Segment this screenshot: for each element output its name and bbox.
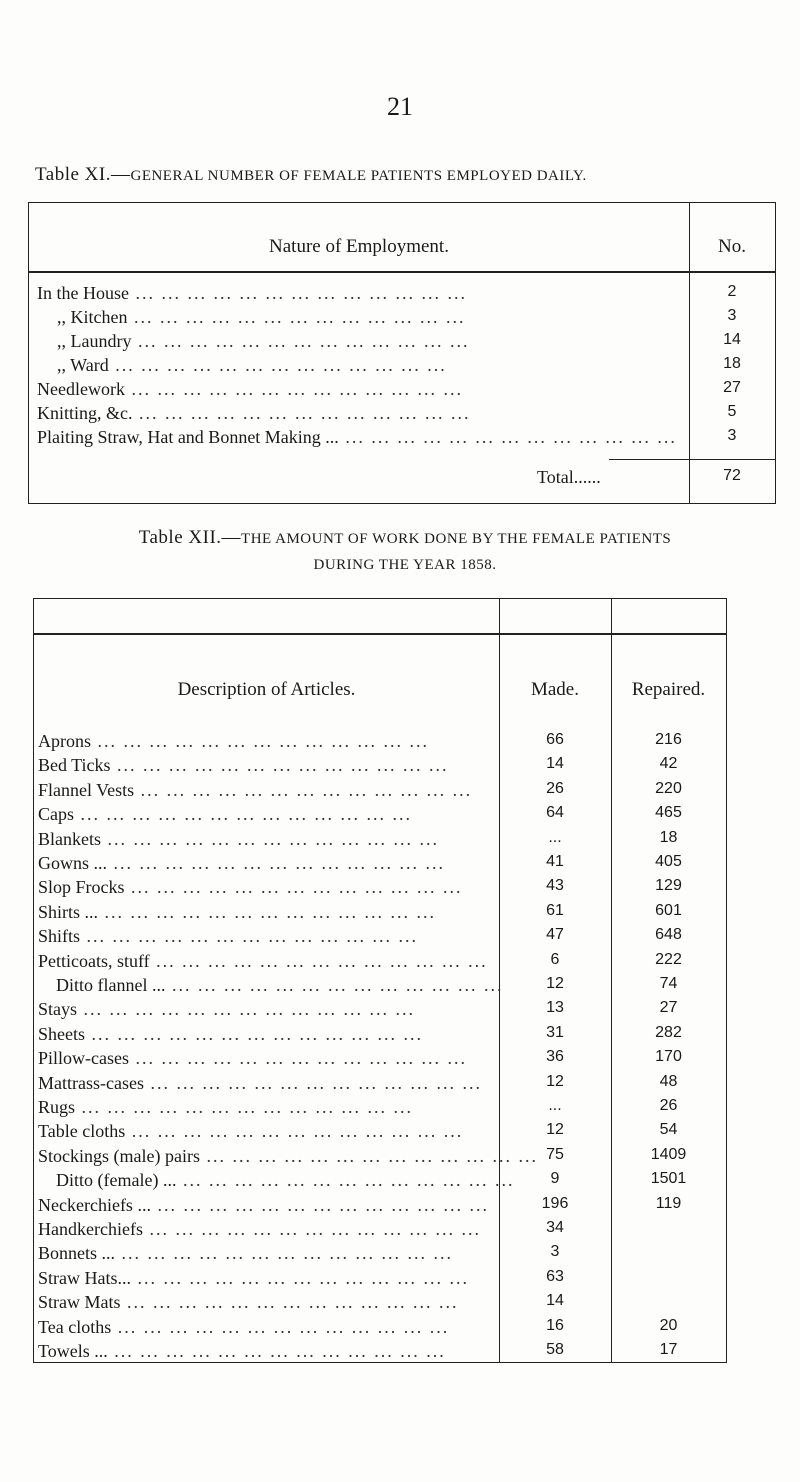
row-label-text: Slop Frocks [38, 877, 125, 898]
table-12-caption-subtitle: DURING THE YEAR 1858. [313, 557, 497, 573]
row-label: Sheets ... ... ... ... ... ... ... ... ... ... ... ... ... [38, 1023, 423, 1044]
table-row [34, 975, 726, 999]
table-row [29, 307, 775, 331]
total-label: Total...... [537, 467, 601, 487]
row-made: 63 [546, 1267, 564, 1285]
row-label-text: Towels ... [38, 1341, 108, 1361]
table-row [34, 1048, 726, 1072]
table-12-caption [35, 525, 775, 578]
row-label: Towels ... ... ... ... ... ... ... ... ... ... ... ... ... ... [38, 1341, 446, 1361]
table-11 [28, 202, 776, 504]
row-made: 66 [546, 731, 564, 748]
row-repaired: 1501 [650, 1170, 687, 1188]
row-label-text: Flannel Vests [38, 779, 135, 800]
row-made: 9 [550, 1170, 560, 1188]
row-label: Neckerchiefs ... ... ... ... ... ... ... ... ... ... ... ... ... ... [38, 1194, 489, 1215]
row-label: Straw Mats ... ... ... ... ... ... ... ... ... ... ... ... ... [38, 1292, 459, 1313]
table-12 [33, 598, 727, 1363]
row-label-text: Bed Ticks [38, 755, 111, 776]
row-made: 26 [546, 779, 564, 797]
table-row [29, 379, 775, 403]
table-row [34, 926, 726, 950]
row-repaired: 74 [659, 975, 678, 992]
row-label-text: Ditto (female) ... [56, 1170, 177, 1191]
row-made: 47 [546, 926, 564, 944]
row-repaired: 282 [655, 1023, 682, 1041]
row-repaired: 216 [655, 731, 682, 748]
row-no: 5 [727, 403, 737, 420]
row-label: Straw Hats... ... ... ... ... ... ... ... ... ... ... ... ... ... [38, 1267, 469, 1288]
row-repaired: 54 [659, 1121, 678, 1139]
row-label: Mattrass-cases ... ... ... ... ... ... ... ... ... ... ... ... ... [38, 1072, 482, 1093]
row-label-text: Table cloths [38, 1121, 126, 1142]
row-no: 3 [727, 307, 737, 324]
row-label-text: Aprons [38, 731, 91, 751]
row-label-text: Plaiting Straw, Hat and Bonnet Making ... [37, 427, 339, 447]
row-made: 196 [541, 1194, 569, 1212]
row-made: 14 [546, 1292, 564, 1310]
row-label-text: Straw Mats [38, 1292, 121, 1313]
row-label-text: Knitting, &c. [37, 403, 133, 423]
row-made: 16 [546, 1316, 564, 1334]
table-row [34, 829, 726, 853]
row-made: 61 [546, 901, 564, 919]
row-label: Shirts ... ... ... ... ... ... ... ... ... ... ... ... ... ... [38, 901, 437, 922]
table-row [34, 1292, 726, 1316]
row-repaired: 129 [655, 877, 682, 895]
row-label-text: Pillow-cases [38, 1048, 129, 1069]
table-11-total-rule [609, 459, 775, 460]
row-label: Knitting, &c. ... ... ... ... ... ... ... ... ... ... ... ... ... [37, 403, 471, 423]
row-no: 14 [723, 331, 741, 348]
row-repaired: 601 [655, 901, 682, 919]
row-label-text: Needlework [37, 379, 125, 399]
table-row [29, 403, 775, 427]
row-made: 58 [546, 1341, 564, 1358]
row-made: ... [548, 1097, 562, 1114]
row-label: Tea cloths ... ... ... ... ... ... ... ... ... ... ... ... ... [38, 1316, 450, 1337]
table-12-header-repaired: Repaired. [631, 679, 706, 700]
row-label-text: Gowns ... [38, 853, 108, 873]
row-label: Stockings (male) pairs ... ... ... ... ... ... ... ... ... ... ... ... ... [38, 1145, 538, 1166]
row-label: Shifts ... ... ... ... ... ... ... ... ... ... ... ... ... [38, 926, 419, 947]
row-no: 27 [723, 379, 741, 396]
row-label: Aprons ... ... ... ... ... ... ... ... ... ... ... ... ... [38, 731, 429, 751]
row-label-text: Shirts ... [38, 901, 99, 922]
table-row [29, 427, 775, 451]
row-made: ... [548, 828, 562, 846]
row-made: 6 [550, 950, 560, 968]
row-repaired: 27 [659, 999, 678, 1017]
row-made: 41 [546, 853, 564, 870]
row-label: Petticoats, stuff ... ... ... ... ... ... ... ... ... ... ... ... ... [38, 950, 488, 971]
row-repaired: 170 [655, 1048, 682, 1066]
row-label-text: Handkerchiefs [38, 1219, 143, 1239]
row-made: 31 [546, 1023, 564, 1041]
row-label: Blankets ... ... ... ... ... ... ... ... ... ... ... ... ... [38, 828, 439, 849]
table-row [29, 355, 775, 379]
table-row [34, 1097, 726, 1121]
table-row [34, 1170, 726, 1194]
row-made: 12 [546, 1121, 564, 1139]
row-repaired: 1409 [650, 1145, 687, 1163]
row-label-text: Ditto flannel ... [56, 975, 166, 995]
row-made: 3 [550, 1243, 560, 1261]
row-label-text: ,, Ward [57, 355, 109, 375]
row-label-text: Petticoats, stuff [38, 950, 150, 971]
row-no: 3 [727, 427, 737, 444]
row-label: Flannel Vests ... ... ... ... ... ... ... ... ... ... ... ... ... [38, 779, 473, 800]
row-repaired: 222 [655, 950, 682, 968]
row-no: 18 [723, 355, 741, 372]
table-12-header-made: Made. [530, 679, 579, 700]
table-row [34, 1121, 726, 1145]
row-made: 34 [546, 1219, 564, 1236]
table-row [34, 1268, 726, 1292]
row-repaired: 119 [655, 1194, 682, 1212]
row-repaired: 220 [655, 779, 682, 797]
row-repaired: 48 [659, 1072, 678, 1090]
row-label: ,, Kitchen ... ... ... ... ... ... ... ... ... ... ... ... ... [57, 307, 466, 327]
table-row [29, 331, 775, 355]
row-label: Ditto flannel ... ... ... ... ... ... ... ... ... ... ... ... ... ... [56, 975, 504, 995]
table-11-header-no: No. [718, 236, 746, 257]
row-repaired: 405 [655, 853, 682, 870]
row-repaired: 42 [659, 755, 678, 773]
table-11-header-nature: Nature of Employment. [269, 236, 449, 257]
row-label: Stays ... ... ... ... ... ... ... ... ... ... ... ... ... [38, 999, 416, 1020]
row-label-text: Blankets [38, 828, 101, 849]
table-row [34, 780, 726, 804]
table-12-header-rule [34, 633, 726, 635]
table-row [34, 1317, 726, 1341]
table-row [34, 1073, 726, 1097]
row-label: Gowns ... ... ... ... ... ... ... ... ... ... ... ... ... ... [38, 853, 446, 873]
table-11-header-rule [29, 271, 775, 273]
table-11-total-row [29, 467, 775, 491]
page-number: 21 [387, 92, 413, 121]
row-made: 64 [546, 804, 564, 822]
table-11-caption-prefix: Table XI.— [35, 164, 131, 185]
row-label: Needlework ... ... ... ... ... ... ... ... ... ... ... ... ... [37, 379, 463, 399]
row-label-text: Sheets [38, 1023, 85, 1044]
table-row [34, 902, 726, 926]
row-label-text: In the House [37, 283, 129, 303]
row-label-text: Stays [38, 999, 78, 1020]
row-label: Caps ... ... ... ... ... ... ... ... ... ... ... ... ... [38, 804, 412, 825]
row-repaired: 20 [659, 1316, 678, 1334]
table-12-caption-prefix: Table XII.— [138, 527, 242, 548]
row-label: Rugs ... ... ... ... ... ... ... ... ... ... ... ... ... [38, 1097, 414, 1117]
row-made: 13 [546, 999, 564, 1017]
row-made: 14 [546, 755, 564, 773]
row-no: 2 [727, 283, 737, 300]
row-repaired: 17 [659, 1341, 678, 1358]
row-label: Pillow-cases ... ... ... ... ... ... ... ... ... ... ... ... ... [38, 1048, 467, 1069]
table-12-header-description: Description of Articles. [177, 679, 356, 700]
row-repaired: 648 [655, 926, 682, 944]
table-row [34, 731, 726, 755]
row-made: 36 [546, 1048, 564, 1066]
row-label: Table cloths ... ... ... ... ... ... ... ... ... ... ... ... ... [38, 1121, 464, 1142]
table-row [34, 804, 726, 828]
row-label: Plaiting Straw, Hat and Bonnet Making ... ... ... ... ... ... ... ... ... ... ... ... ... ... [37, 427, 677, 447]
table-row [34, 877, 726, 901]
row-label-text: Tea cloths [38, 1316, 112, 1337]
row-label-text: Neckerchiefs ... [38, 1194, 151, 1215]
row-label: Handkerchiefs ... ... ... ... ... ... ... ... ... ... ... ... ... [38, 1219, 481, 1239]
row-label: Bonnets ... ... ... ... ... ... ... ... ... ... ... ... ... ... [38, 1243, 454, 1264]
row-label-text: Mattrass-cases [38, 1072, 144, 1093]
table-row [34, 951, 726, 975]
table-row [34, 1146, 726, 1170]
row-repaired: 465 [655, 804, 682, 822]
table-row [34, 755, 726, 779]
row-made: 12 [546, 1072, 564, 1090]
table-11-caption-title: GENERAL NUMBER OF FEMALE PATIENTS EMPLOYED DAILY. [130, 168, 587, 184]
row-label: ,, Ward ... ... ... ... ... ... ... ... ... ... ... ... ... [57, 355, 447, 375]
row-label: Slop Frocks ... ... ... ... ... ... ... ... ... ... ... ... ... [38, 877, 463, 898]
row-label-text: Rugs [38, 1097, 76, 1117]
table-row [34, 1195, 726, 1219]
row-label: ,, Laundry ... ... ... ... ... ... ... ... ... ... ... ... ... [57, 331, 470, 351]
row-label-text: ,, Kitchen [57, 307, 128, 327]
row-label-text: ,, Laundry [57, 331, 132, 351]
table-row [34, 999, 726, 1023]
table-row [34, 853, 726, 877]
row-made: 43 [546, 877, 564, 895]
table-row [34, 1243, 726, 1267]
row-repaired: 26 [659, 1097, 678, 1114]
table-12-caption-title: THE AMOUNT OF WORK DONE BY THE FEMALE PATIENTS [241, 531, 672, 547]
row-label: Bed Ticks ... ... ... ... ... ... ... ... ... ... ... ... ... [38, 755, 449, 776]
row-repaired: 18 [659, 828, 678, 846]
row-made: 12 [546, 975, 564, 992]
total-value: 72 [723, 467, 741, 484]
row-label-text: Stockings (male) pairs [38, 1145, 200, 1166]
row-label: Ditto (female) ... ... ... ... ... ... ... ... ... ... ... ... ... ... [56, 1170, 515, 1191]
row-label-text: Bonnets ... [38, 1243, 116, 1264]
row-made: 75 [546, 1145, 564, 1163]
table-row [34, 1219, 726, 1243]
row-label: In the House ... ... ... ... ... ... ... ... ... ... ... ... ... [37, 283, 467, 303]
row-label-text: Caps [38, 804, 74, 825]
table-row [29, 283, 775, 307]
row-label-text: Straw Hats... [38, 1267, 131, 1288]
table-row [34, 1024, 726, 1048]
row-label-text: Shifts [38, 926, 81, 947]
table-11-caption [35, 164, 775, 186]
table-row [34, 1341, 726, 1365]
